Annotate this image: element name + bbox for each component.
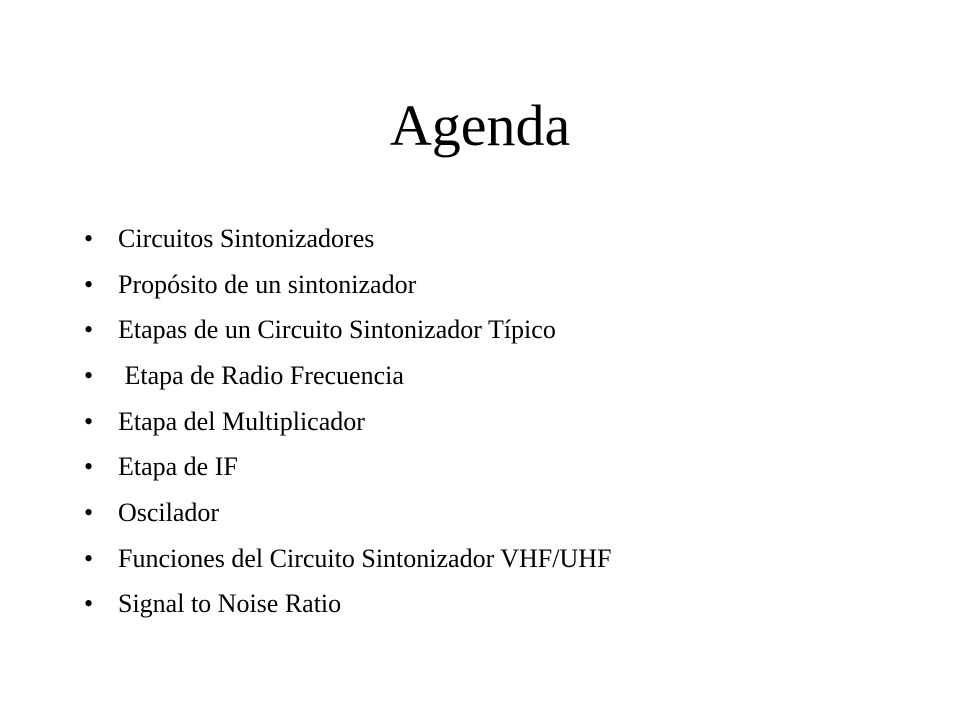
bullet-text: Propósito de un sintonizador xyxy=(118,269,417,299)
bullet-dot-icon: • xyxy=(84,543,94,573)
bullet-item xyxy=(84,307,612,353)
bullet-dot-icon: • xyxy=(84,452,94,482)
bullet-item xyxy=(84,536,612,582)
bullet-text: Funciones del Circuito Sintonizador VHF/UHF xyxy=(118,543,612,573)
bullet-item xyxy=(84,216,612,262)
bullet-text: Etapa del Multiplicador xyxy=(118,406,365,436)
bullet-item xyxy=(84,490,612,536)
bullet-text: Etapa de IF xyxy=(118,452,238,482)
bullet-dot-icon: • xyxy=(84,589,94,619)
bullet-dot-icon: • xyxy=(84,269,94,299)
bullet-text: Signal to Noise Ratio xyxy=(118,589,342,619)
bullet-list xyxy=(84,216,612,627)
bullet-text: Circuitos Sintonizadores xyxy=(118,223,375,253)
slide-title: Agenda xyxy=(389,93,571,158)
bullet-dot-icon: • xyxy=(84,315,94,345)
bullet-dot-icon: • xyxy=(84,497,94,527)
bullet-dot-icon: • xyxy=(84,223,94,253)
bullet-dot-icon: • xyxy=(84,406,94,436)
bullet-text: Oscilador xyxy=(118,497,220,527)
bullet-text: Etapas de un Circuito Sintonizador Típico xyxy=(118,315,556,345)
bullet-dot-icon: • xyxy=(84,360,94,390)
bullet-item xyxy=(84,399,612,445)
bullet-item xyxy=(84,582,612,628)
bullet-item xyxy=(84,262,612,308)
bullet-item xyxy=(84,444,612,490)
bullet-text: Etapa de Radio Frecuencia xyxy=(118,360,404,390)
bullet-item xyxy=(84,353,612,399)
